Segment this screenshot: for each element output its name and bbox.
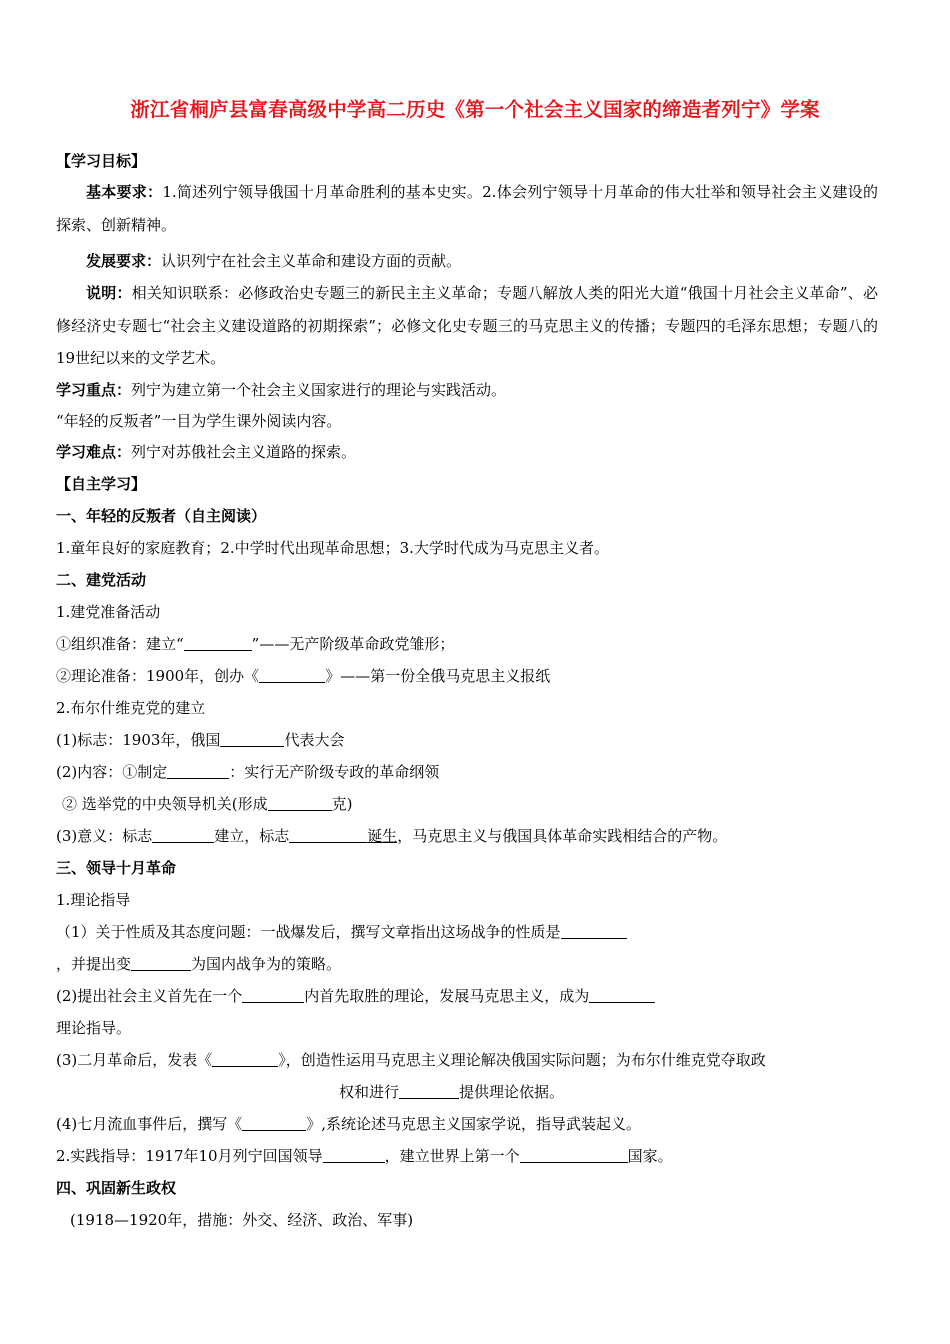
content-text-b: ：实行无产阶级专政的革命纲领 (229, 763, 440, 781)
meaning-text-d: ，马克思主义与俄国具体革命实践相结合的产物。 (397, 827, 728, 845)
meaning-text-c: 诞生 (367, 827, 398, 845)
sign-text-b: 代表大会 (284, 731, 345, 749)
war-nature-blank[interactable] (561, 923, 627, 939)
theory-item-1 (56, 922, 627, 942)
meaning-text-a: (3)意义：标志 (56, 827, 153, 845)
theory-item-1-cont (56, 954, 341, 974)
item3-text-a: (3)二月革命后，发表《 (56, 1051, 213, 1069)
theory-item-2-cont: 理论指导。 (56, 1019, 132, 1037)
item2-text-a: (2)提出社会主义首先在一个 (56, 987, 243, 1005)
document-title: 浙江省桐庐县富春高级中学高二历史《第一个社会主义国家的缔造者列宁》学案 (130, 98, 820, 121)
item1-text-a: （1）关于性质及其态度问题：一战爆发后，撰写文章指出这场战争的性质是 (56, 923, 561, 941)
theory-item-2 (56, 986, 655, 1006)
reading-note: “年轻的反叛者”一目为学生课外阅读内容。 (56, 412, 342, 430)
newspaper-blank[interactable] (259, 667, 325, 683)
org-prep-line (56, 634, 454, 654)
item2-text-b: 内首先取胜的理论，发展马克思主义，成为 (304, 987, 590, 1005)
item1-text-b: ，并提出变 (56, 955, 132, 973)
item4-text-b: 》,系统论述马克思主义国家学说，指导武装起义。 (306, 1115, 642, 1133)
faction-blank[interactable] (268, 795, 332, 811)
part2-sub1: 1.建党准备活动 (56, 603, 161, 621)
theory-item-3-cont (339, 1082, 564, 1102)
item1-text-c: 为国内战争为的策略。 (191, 955, 342, 973)
key-point (56, 380, 506, 400)
elect-text-a: ② 选举党的中央领导机关(形成 (62, 795, 268, 813)
revolution-blank[interactable] (399, 1083, 459, 1099)
first-state-blank[interactable] (520, 1147, 628, 1163)
theory-item-3 (56, 1050, 766, 1070)
theory-prep-text-a: ②理论准备：1900年，创办《 (56, 667, 260, 685)
org-blank[interactable] (184, 635, 252, 651)
develop-requirements (86, 251, 461, 271)
practice-line (56, 1146, 673, 1166)
self-study-heading: 【自主学习】 (56, 475, 147, 493)
theory-prep-text-b: 》——第一份全俄马克思主义报纸 (325, 667, 551, 685)
elect-line (62, 794, 352, 814)
part2-heading: 二、建党活动 (56, 571, 147, 589)
part1-line: 1.童年良好的家庭教育；2.中学时代出现革命思想；3.大学时代成为马克思主义者。 (56, 539, 609, 557)
part1-heading: 一、年轻的反叛者（自主阅读） (56, 507, 267, 525)
item3-text-b: 》，创造性运用马克思主义理论解决俄国实际问题；为布尔什维克党夺取政 (278, 1051, 766, 1069)
key-label: 学习重点： (56, 381, 132, 399)
part4-line: (1918—1920年，措施：外交、经济、政治、军事) (70, 1211, 414, 1229)
develop-text: 认识列宁在社会主义革命和建设方面的贡献。 (161, 252, 462, 270)
content-text-a: (2)内容：①制定 (56, 763, 168, 781)
basic-text: 1.简述列宁领导俄国十月革命胜利的基本史实。2.体会列宁领导十月革命的伟大壮举和领导社会主义建设的探索、创新精神。 (56, 183, 878, 234)
note-text: 相关知识联系：必修政治史专题三的新民主主义革命；专题八解放人类的阳光大道“俄国十月社会主义革命”、必修经济史专题七“社会主义建设道路的初期探索”；必修文化史专题三的马克思主义的传播；专题四的毛泽东思想；专题八的19世纪以来的文学艺术。 (56, 284, 878, 367)
sign-line (56, 730, 344, 750)
part3-sub1: 1.理论指导 (56, 891, 131, 909)
war-change-blank[interactable] (131, 955, 191, 971)
country-blank[interactable] (242, 987, 304, 1003)
congress-blank[interactable] (220, 731, 284, 747)
difficulty-text: 列宁对苏俄社会主义道路的探索。 (131, 443, 357, 461)
uprising-blank[interactable] (323, 1147, 385, 1163)
program-blank[interactable] (167, 763, 229, 779)
item3-text-d: 提供理论依据。 (459, 1083, 565, 1101)
practice-text-a: 2.实践指导：1917年10月列宁回国领导 (56, 1147, 323, 1165)
org-prep-text-b: ”——无产阶级革命政党雏形； (251, 635, 455, 653)
note-paragraph (56, 277, 878, 375)
meaning-text-b: 建立，标志 (214, 827, 290, 845)
org-prep-text-a: ①组织准备：建立“ (56, 635, 184, 653)
state-revolution-blank[interactable] (242, 1115, 306, 1131)
meaning-blank-2[interactable] (289, 827, 367, 843)
practice-text-c: 国家。 (627, 1147, 673, 1165)
elect-text-b: 克) (331, 795, 353, 813)
april-theses-blank[interactable] (212, 1051, 278, 1067)
note-label: 说明： (86, 284, 132, 302)
basic-label: 基本要求： (86, 183, 163, 201)
develop-label: 发展要求： (86, 252, 162, 270)
part4-heading: 四、巩固新生政权 (56, 1179, 177, 1197)
content-line (56, 762, 439, 782)
practice-text-b: ，建立世界上第一个 (384, 1147, 520, 1165)
key-text: 列宁为建立第一个社会主义国家进行的理论与实践活动。 (131, 381, 507, 399)
objectives-heading: 【学习目标】 (56, 152, 147, 170)
item4-text-a: (4)七月流血事件后，撰写《 (56, 1115, 243, 1133)
meaning-line (56, 826, 727, 846)
meaning-blank-1[interactable] (152, 827, 214, 843)
theory-prep-line (56, 666, 550, 686)
difficulty-label: 学习难点： (56, 443, 132, 461)
sign-text-a: (1)标志：1903年，俄国 (56, 731, 221, 749)
theory-item-4 (56, 1114, 641, 1134)
guidance-blank[interactable] (589, 987, 655, 1003)
part2-sub2: 2.布尔什维克党的建立 (56, 699, 206, 717)
difficulty-point (56, 442, 356, 462)
item3-text-c: 权和进行 (339, 1083, 400, 1101)
basic-requirements (56, 176, 878, 241)
part3-heading: 三、领导十月革命 (56, 859, 177, 877)
